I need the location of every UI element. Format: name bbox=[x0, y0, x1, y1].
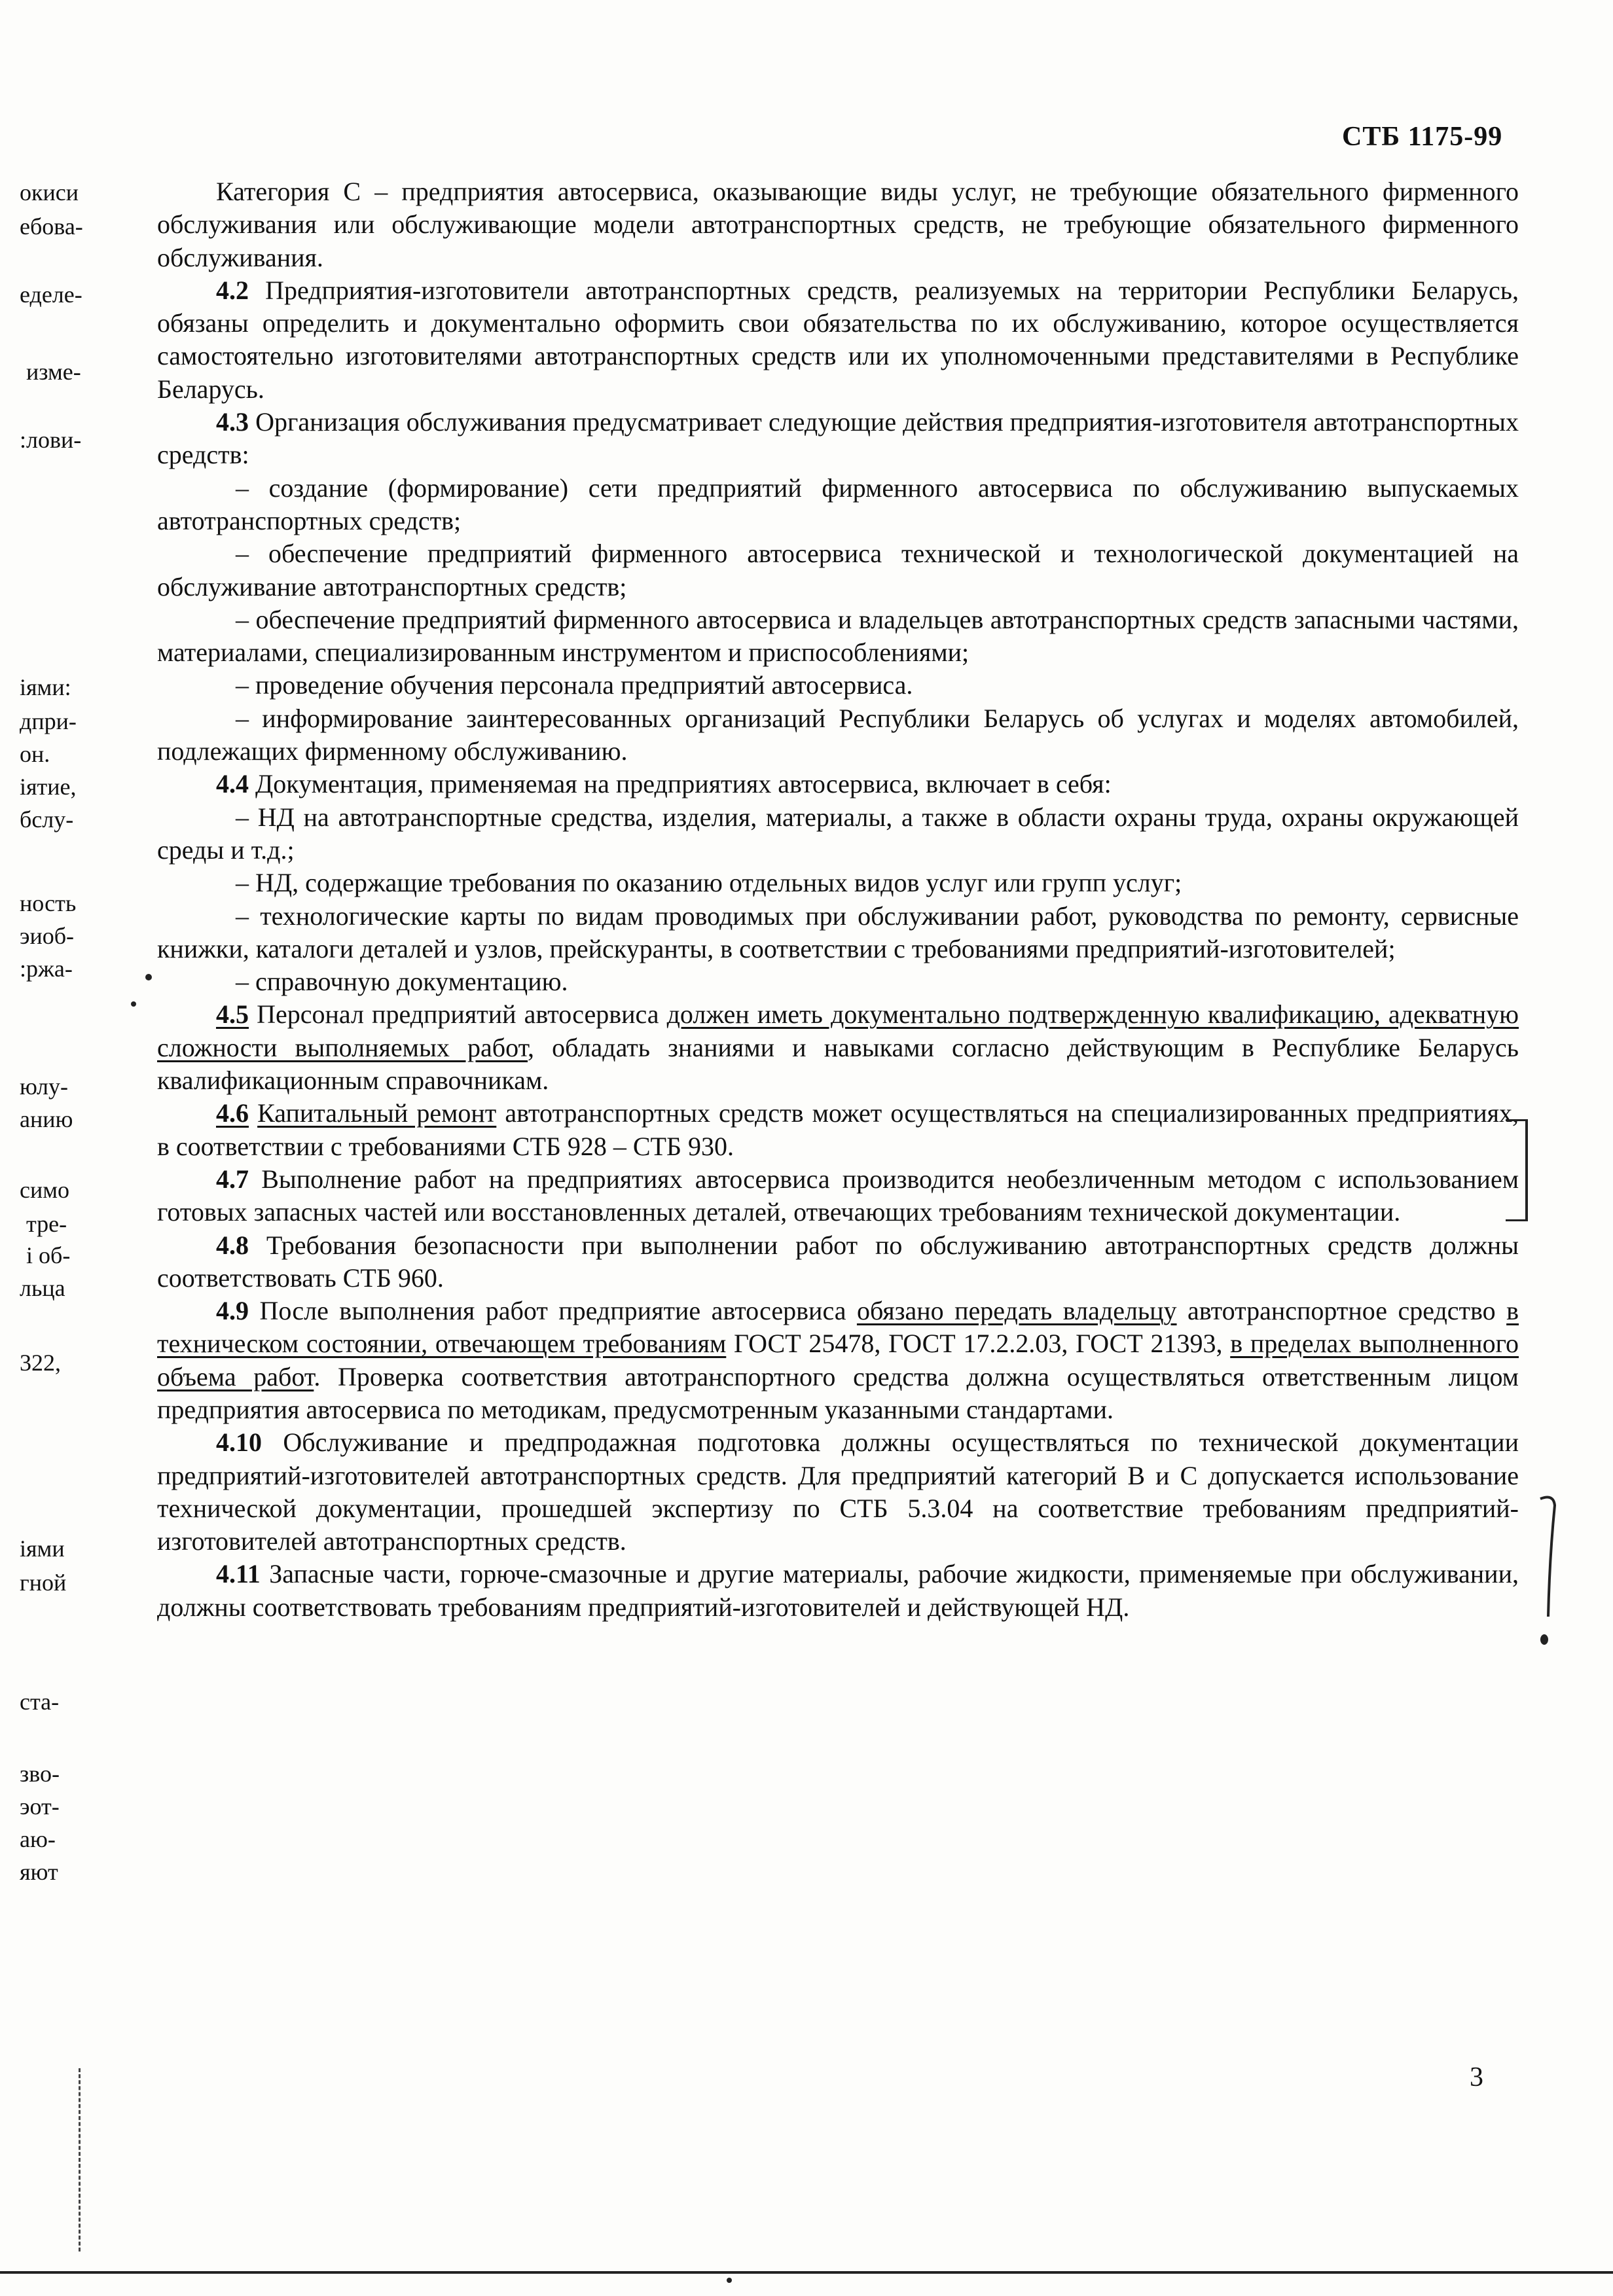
margin-fragment: изме- bbox=[26, 359, 81, 385]
specks bbox=[131, 1001, 136, 1007]
paragraph-text: Запасные части, горюче-смазочные и другие материалы, рабочие жидкости, применяемые при обслуживании, должны соответствовать требованиям предприятий-изготовителей и действующей НД. bbox=[157, 1559, 1519, 1622]
list-item: – технологические карты по видам проводимых при обслуживании работ, руководства по ремонту, сервисные книжки, каталоги деталей и узлов, прейскуранты, в соответствии с требованиями предприятий-изготовителей; bbox=[157, 901, 1519, 963]
margin-fragment: эот- bbox=[20, 1793, 60, 1820]
bottom-edge-line bbox=[0, 2271, 1613, 2274]
paragraph-4-11 bbox=[157, 1558, 1519, 1624]
specks bbox=[727, 2278, 732, 2283]
paragraph-text: . Проверка соответствия автотранспортного средства должна осуществляться ответственным лицом предприятия автосервиса по методикам, предусмотренным указанными стандартами. bbox=[157, 1361, 1519, 1424]
paragraph-text: Персонал предприятий автосервиса bbox=[257, 999, 667, 1030]
margin-fragment: бслу- bbox=[20, 806, 74, 833]
underlined-text: Капитальный ремонт bbox=[257, 1098, 497, 1128]
clause-number: 4.8 bbox=[216, 1230, 249, 1260]
margin-fragment: іями: bbox=[20, 674, 71, 700]
page-number: 3 bbox=[1470, 2062, 1483, 2092]
clause-number: 4.2 bbox=[216, 275, 249, 305]
list-item: – НД на автотранспортные средства, изделия, материалы, а также в области охраны труда, охраны окружающей среды и т.д.; bbox=[157, 802, 1519, 865]
paragraph-text: , обладать знаниями и навыками согласно действующим в Республике Беларусь квалификационным справочникам. bbox=[157, 1032, 1519, 1096]
underlined-text: в пределах выполненного объема работ bbox=[157, 1329, 1519, 1391]
paragraph-text: Документация, применяемая на предприятиях автосервиса, включает в себя: bbox=[255, 769, 1112, 799]
margin-fragment: :ржа- bbox=[20, 956, 73, 982]
margin-fragment: анию bbox=[20, 1106, 73, 1132]
paragraph-text: Выполнение работ на предприятиях автосервиса производится необезличенным методом с использованием готовых запасных частей или восстановленных деталей, отвечающих требованиям технической документации. bbox=[157, 1164, 1519, 1227]
list-item: – обеспечение предприятий фирменного автосервиса и владельцев автотранспортных средств запасными частями, материалами, специализированным инструментом и приспособлениями; bbox=[157, 604, 1519, 668]
margin-fragment: эиоб- bbox=[20, 923, 75, 949]
margin-fragment: еделе- bbox=[20, 281, 82, 308]
clause-number: 4.5 bbox=[216, 999, 249, 1030]
paragraph-4-7 bbox=[157, 1163, 1519, 1229]
list-item: – справочную документацию. bbox=[236, 967, 568, 997]
clause-number: 4.4 bbox=[216, 769, 249, 799]
margin-fragment: яют bbox=[20, 1859, 58, 1885]
margin-fragment: юлу- bbox=[20, 1073, 68, 1100]
left-edge-marks bbox=[79, 2068, 84, 2251]
clause-number: 4.11 bbox=[216, 1559, 261, 1589]
margin-fragment: ность bbox=[20, 890, 77, 916]
underlined-text: обязано передать владельцу bbox=[856, 1296, 1177, 1326]
specks bbox=[145, 974, 152, 980]
margin-fragment: :лови- bbox=[20, 427, 82, 453]
margin-fragment: і об- bbox=[26, 1242, 71, 1268]
paragraph-4-10 bbox=[157, 1426, 1519, 1558]
list-item: – НД, содержащие требования по оказанию отдельных видов услуг или групп услуг; bbox=[236, 868, 1182, 898]
paragraph-text: Категория С – предприятия автосервиса, оказывающие виды услуг, не требующие обязательного фирменного обслуживания или обслуживающие модели автотранспортных средств, не требующие обязательного фирменного обслуживания. bbox=[157, 177, 1519, 272]
list-item: – информирование заинтересованных организаций Республики Беларусь об услугах и моделях автомобилей, подлежащих фирменному обслуживанию. bbox=[157, 703, 1519, 766]
paragraph-4-8 bbox=[157, 1229, 1519, 1295]
margin-fragment: гной bbox=[20, 1570, 67, 1596]
margin-fragment: аю- bbox=[20, 1826, 56, 1852]
paragraph-text: Организация обслуживания предусматривает следующие действия предприятия-изготовителя автотранспортных средств: bbox=[157, 407, 1519, 470]
margin-fragment: іями bbox=[20, 1535, 65, 1562]
margin-fragment: он. bbox=[20, 741, 50, 767]
document-code: СТБ 1175-99 bbox=[1342, 122, 1503, 152]
list-item: – создание (формирование) сети предприятий фирменного автосервиса по обслуживанию выпускаемых автотранспортных средств; bbox=[157, 473, 1519, 535]
document-body bbox=[157, 175, 1519, 1624]
margin-fragment: ста- bbox=[20, 1689, 60, 1715]
list-item: – обеспечение предприятий фирменного автосервиса технической и технологической документацией на обслуживание автотранспортных средств; bbox=[157, 539, 1519, 601]
underlined-text: в техническом состоянии, отвечающем требованиям bbox=[157, 1296, 1519, 1359]
paragraph-4-2 bbox=[157, 274, 1519, 406]
paragraph-text: После выполнения работ предприятие автосервиса bbox=[259, 1296, 857, 1326]
paragraph-text: автотранспортное средство bbox=[1176, 1296, 1507, 1326]
margin-fragment: зво- bbox=[20, 1761, 60, 1787]
underlined-text: должен иметь документально подтвержденную квалификацию, адекватную сложности выполняемых работ bbox=[157, 999, 1519, 1062]
margin-fragment: симо bbox=[20, 1177, 70, 1203]
clause-number: 4.10 bbox=[216, 1427, 262, 1458]
clause-number: 4.6 bbox=[216, 1098, 249, 1128]
margin-fragment: 322, bbox=[20, 1350, 61, 1376]
clause-number: 4.9 bbox=[216, 1296, 249, 1326]
margin-fragment: дпри- bbox=[20, 708, 77, 734]
margin-bracket-mark bbox=[1506, 1119, 1528, 1221]
margin-fragment: іятие, bbox=[20, 774, 77, 800]
left-margin-fragments bbox=[20, 177, 118, 1944]
paragraph-text: Требования безопасности при выполнении работ по обслуживанию автотранспортных средств должны соответствовать СТБ 960. bbox=[157, 1230, 1519, 1293]
paragraph-4-9 bbox=[157, 1295, 1519, 1426]
margin-fragment: льца bbox=[20, 1275, 65, 1301]
clause-number: 4.7 bbox=[216, 1164, 249, 1194]
paragraph-4-3 bbox=[157, 406, 1519, 472]
paragraph-text: автотранспортных средств может осуществляться на специализированных предприятиях, в соответствии с требованиями СТБ 928 – СТБ 930. bbox=[157, 1098, 1519, 1161]
margin-fragment: ебова- bbox=[20, 213, 83, 240]
paragraph-category-c bbox=[157, 175, 1519, 274]
margin-fragment: тре- bbox=[26, 1211, 67, 1237]
paragraph-text: ГОСТ 25478, ГОСТ 17.2.2.03, ГОСТ 21393, bbox=[726, 1329, 1231, 1359]
paragraph-4-6 bbox=[157, 1097, 1519, 1163]
list-item: – проведение обучения персонала предприятий автосервиса. bbox=[236, 670, 913, 700]
paragraph-4-4 bbox=[157, 768, 1519, 800]
clause-number: 4.3 bbox=[216, 407, 249, 437]
paragraph-text: Предприятия-изготовители автотранспортных средств, реализуемых на территории Республики Беларусь, обязаны определить и документально оформить свои обязательства по их обслуживанию, которое осуществляется самостоятельно изготовителями автотранспортных средств или их уполномоченными представителями в Республике Беларусь. bbox=[157, 275, 1519, 404]
margin-fragment: окиси bbox=[20, 179, 79, 206]
paragraph-4-5 bbox=[157, 998, 1519, 1097]
handwritten-margin-mark bbox=[1535, 1492, 1561, 1649]
paragraph-text: Обслуживание и предпродажная подготовка должны осуществляться по технической документации предприятий-изготовителей автотранспортных средств. Для предприятий категорий В и С допускается использование технической документации, прошедшей экспертизу по СТБ 5.3.04 на соответствие требованиям предприятий-изготовителей автотранспортных средств. bbox=[157, 1427, 1519, 1556]
